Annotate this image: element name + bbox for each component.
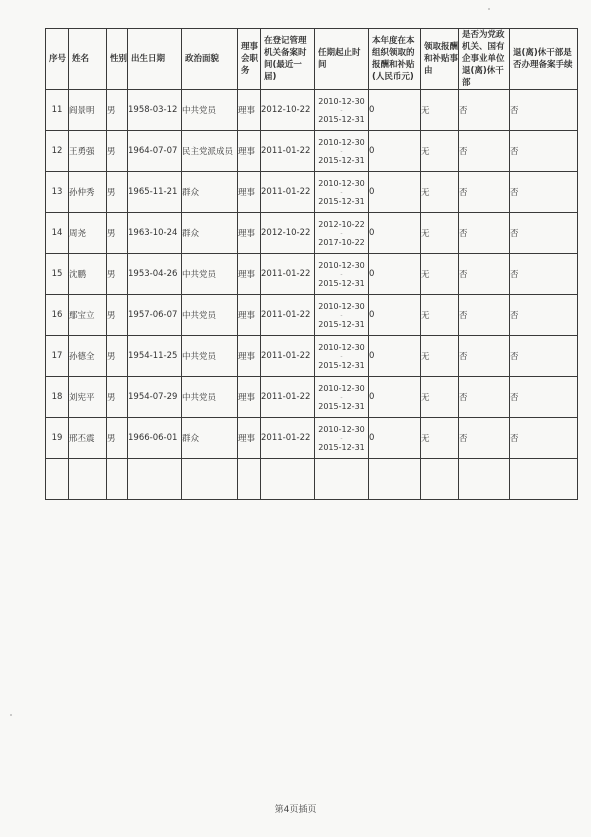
empty-cell xyxy=(182,459,238,500)
cell-political: 中共党员 xyxy=(182,295,238,336)
cell-pay: 0 xyxy=(369,90,421,131)
council-members-table xyxy=(45,28,578,500)
cell-role: 理事 xyxy=(238,295,261,336)
cell-pay: 0 xyxy=(369,295,421,336)
term-start: 2010-12-30 xyxy=(318,96,365,106)
term-separator: - xyxy=(340,393,343,401)
cell-cadre: 否 xyxy=(459,254,510,295)
cell-reason: 无 xyxy=(421,172,459,213)
term-separator: - xyxy=(340,352,343,360)
cell-name: 周尧 xyxy=(69,213,107,254)
cell-cadre: 否 xyxy=(459,377,510,418)
cell-political: 群众 xyxy=(182,172,238,213)
cell-seq: 14 xyxy=(46,213,69,254)
cell-pay: 0 xyxy=(369,131,421,172)
scan-speck xyxy=(488,8,490,10)
cell-birth: 1957-06-07 xyxy=(128,295,182,336)
cell-pay: 0 xyxy=(369,172,421,213)
header-political: 政治面貌 xyxy=(182,29,238,90)
cell-sex: 男 xyxy=(107,172,128,213)
header-retire: 退(离)休干部是否办理备案手续 xyxy=(510,29,578,90)
cell-cadre: 否 xyxy=(459,90,510,131)
cell-name: 邢丕震 xyxy=(69,418,107,459)
cell-reason: 无 xyxy=(421,336,459,377)
cell-reason: 无 xyxy=(421,418,459,459)
cell-cadre: 否 xyxy=(459,172,510,213)
cell-political: 民主党派成员 xyxy=(182,131,238,172)
empty-cell xyxy=(421,459,459,500)
cell-role: 理事 xyxy=(238,377,261,418)
cell-name: 鄢宝立 xyxy=(69,295,107,336)
cell-pay: 0 xyxy=(369,254,421,295)
empty-cell xyxy=(459,459,510,500)
term-separator: - xyxy=(340,106,343,114)
table-row xyxy=(46,90,578,131)
cell-role: 理事 xyxy=(238,418,261,459)
cell-sex: 男 xyxy=(107,254,128,295)
cell-pay: 0 xyxy=(369,418,421,459)
table-row xyxy=(46,295,578,336)
cell-filing-date: 2011-01-22 xyxy=(261,254,315,295)
cell-reason: 无 xyxy=(421,213,459,254)
term-separator: - xyxy=(340,188,343,196)
cell-birth: 1953-04-26 xyxy=(128,254,182,295)
cell-name: 孙德全 xyxy=(69,336,107,377)
term-end: 2015-12-31 xyxy=(318,360,365,370)
term-start: 2010-12-30 xyxy=(318,137,365,147)
cell-term xyxy=(315,418,369,459)
term-separator: - xyxy=(340,434,343,442)
table-row xyxy=(46,213,578,254)
page-footer-label: 第4页插页 xyxy=(274,805,317,815)
table-row xyxy=(46,254,578,295)
term-end: 2017-10-22 xyxy=(318,237,365,247)
cell-birth: 1966-06-01 xyxy=(128,418,182,459)
cell-retire: 否 xyxy=(510,131,578,172)
term-start: 2010-12-30 xyxy=(318,178,365,188)
empty-cell xyxy=(128,459,182,500)
scan-speck xyxy=(10,714,12,716)
term-start: 2010-12-30 xyxy=(318,383,365,393)
table-row xyxy=(46,377,578,418)
cell-term xyxy=(315,336,369,377)
cell-retire: 否 xyxy=(510,418,578,459)
header-filing-date: 在登记管理机关备案时间(最近一届) xyxy=(261,29,315,90)
term-separator: - xyxy=(340,311,343,319)
cell-pay: 0 xyxy=(369,336,421,377)
cell-reason: 无 xyxy=(421,131,459,172)
cell-filing-date: 2012-10-22 xyxy=(261,90,315,131)
cell-retire: 否 xyxy=(510,213,578,254)
empty-cell xyxy=(261,459,315,500)
cell-name: 孙仲秀 xyxy=(69,172,107,213)
cell-role: 理事 xyxy=(238,172,261,213)
cell-name: 王勇强 xyxy=(69,131,107,172)
header-seq: 序号 xyxy=(46,29,69,90)
cell-political: 群众 xyxy=(182,213,238,254)
cell-retire: 否 xyxy=(510,336,578,377)
cell-name: 阎景明 xyxy=(69,90,107,131)
cell-seq: 18 xyxy=(46,377,69,418)
cell-seq: 16 xyxy=(46,295,69,336)
table-row xyxy=(46,336,578,377)
table-row xyxy=(46,131,578,172)
cell-retire: 否 xyxy=(510,295,578,336)
cell-reason: 无 xyxy=(421,295,459,336)
cell-sex: 男 xyxy=(107,336,128,377)
cell-retire: 否 xyxy=(510,172,578,213)
cell-political: 中共党员 xyxy=(182,336,238,377)
term-end: 2015-12-31 xyxy=(318,278,365,288)
cell-sex: 男 xyxy=(107,90,128,131)
header-cadre: 是否为党政机关、国有企事业单位退(离)休干部 xyxy=(459,29,510,90)
cell-reason: 无 xyxy=(421,90,459,131)
cell-term xyxy=(315,131,369,172)
cell-sex: 男 xyxy=(107,131,128,172)
cell-political: 群众 xyxy=(182,418,238,459)
cell-retire: 否 xyxy=(510,90,578,131)
cell-role: 理事 xyxy=(238,254,261,295)
cell-retire: 否 xyxy=(510,377,578,418)
term-separator: - xyxy=(340,147,343,155)
cell-role: 理事 xyxy=(238,131,261,172)
empty-cell xyxy=(46,459,69,500)
term-end: 2015-12-31 xyxy=(318,401,365,411)
cell-name: 沈鹏 xyxy=(69,254,107,295)
cell-birth: 1963-10-24 xyxy=(128,213,182,254)
empty-cell xyxy=(315,459,369,500)
cell-political: 中共党员 xyxy=(182,254,238,295)
cell-reason: 无 xyxy=(421,254,459,295)
header-role: 理事会职务 xyxy=(238,29,261,90)
cell-political: 中共党员 xyxy=(182,377,238,418)
cell-seq: 19 xyxy=(46,418,69,459)
empty-cell xyxy=(69,459,107,500)
cell-term xyxy=(315,213,369,254)
cell-filing-date: 2011-01-22 xyxy=(261,418,315,459)
header-name: 姓名 xyxy=(69,29,107,90)
cell-term xyxy=(315,254,369,295)
table-row xyxy=(46,418,578,459)
cell-name: 刘宪平 xyxy=(69,377,107,418)
cell-seq: 17 xyxy=(46,336,69,377)
header-birth: 出生日期 xyxy=(128,29,182,90)
empty-cell xyxy=(107,459,128,500)
header-term: 任期起止时间 xyxy=(315,29,369,90)
cell-cadre: 否 xyxy=(459,213,510,254)
cell-reason: 无 xyxy=(421,377,459,418)
term-end: 2015-12-31 xyxy=(318,155,365,165)
cell-pay: 0 xyxy=(369,377,421,418)
header-sex: 性别 xyxy=(107,29,128,90)
cell-pay: 0 xyxy=(369,213,421,254)
cell-birth: 1958-03-12 xyxy=(128,90,182,131)
term-start: 2010-12-30 xyxy=(318,260,365,270)
term-start: 2010-12-30 xyxy=(318,424,365,434)
term-end: 2015-12-31 xyxy=(318,196,365,206)
empty-table-row xyxy=(46,459,578,500)
cell-sex: 男 xyxy=(107,418,128,459)
term-separator: - xyxy=(340,270,343,278)
empty-cell xyxy=(369,459,421,500)
cell-cadre: 否 xyxy=(459,131,510,172)
header-row xyxy=(46,29,578,90)
header-reason: 领取报酬和补贴事由 xyxy=(421,29,459,90)
header-pay: 本年度在本组织领取的报酬和补贴(人民币元) xyxy=(369,29,421,90)
cell-filing-date: 2012-10-22 xyxy=(261,213,315,254)
cell-filing-date: 2011-01-22 xyxy=(261,377,315,418)
cell-filing-date: 2011-01-22 xyxy=(261,131,315,172)
cell-seq: 12 xyxy=(46,131,69,172)
cell-birth: 1964-07-07 xyxy=(128,131,182,172)
empty-cell xyxy=(238,459,261,500)
cell-cadre: 否 xyxy=(459,295,510,336)
cell-cadre: 否 xyxy=(459,336,510,377)
cell-term xyxy=(315,377,369,418)
cell-filing-date: 2011-01-22 xyxy=(261,295,315,336)
term-end: 2015-12-31 xyxy=(318,114,365,124)
empty-cell xyxy=(510,459,578,500)
cell-seq: 11 xyxy=(46,90,69,131)
cell-filing-date: 2011-01-22 xyxy=(261,172,315,213)
term-start: 2010-12-30 xyxy=(318,342,365,352)
cell-role: 理事 xyxy=(238,336,261,377)
cell-sex: 男 xyxy=(107,295,128,336)
term-start: 2010-12-30 xyxy=(318,301,365,311)
cell-birth: 1965-11-21 xyxy=(128,172,182,213)
cell-seq: 15 xyxy=(46,254,69,295)
term-start: 2012-10-22 xyxy=(318,219,365,229)
cell-retire: 否 xyxy=(510,254,578,295)
cell-political: 中共党员 xyxy=(182,90,238,131)
cell-term xyxy=(315,295,369,336)
cell-term xyxy=(315,172,369,213)
term-end: 2015-12-31 xyxy=(318,319,365,329)
cell-seq: 13 xyxy=(46,172,69,213)
cell-cadre: 否 xyxy=(459,418,510,459)
cell-birth: 1954-11-25 xyxy=(128,336,182,377)
term-end: 2015-12-31 xyxy=(318,442,365,452)
cell-filing-date: 2011-01-22 xyxy=(261,336,315,377)
cell-sex: 男 xyxy=(107,213,128,254)
cell-birth: 1954-07-29 xyxy=(128,377,182,418)
cell-sex: 男 xyxy=(107,377,128,418)
term-separator: - xyxy=(340,229,343,237)
cell-term xyxy=(315,90,369,131)
cell-role: 理事 xyxy=(238,213,261,254)
table-row xyxy=(46,172,578,213)
cell-role: 理事 xyxy=(238,90,261,131)
